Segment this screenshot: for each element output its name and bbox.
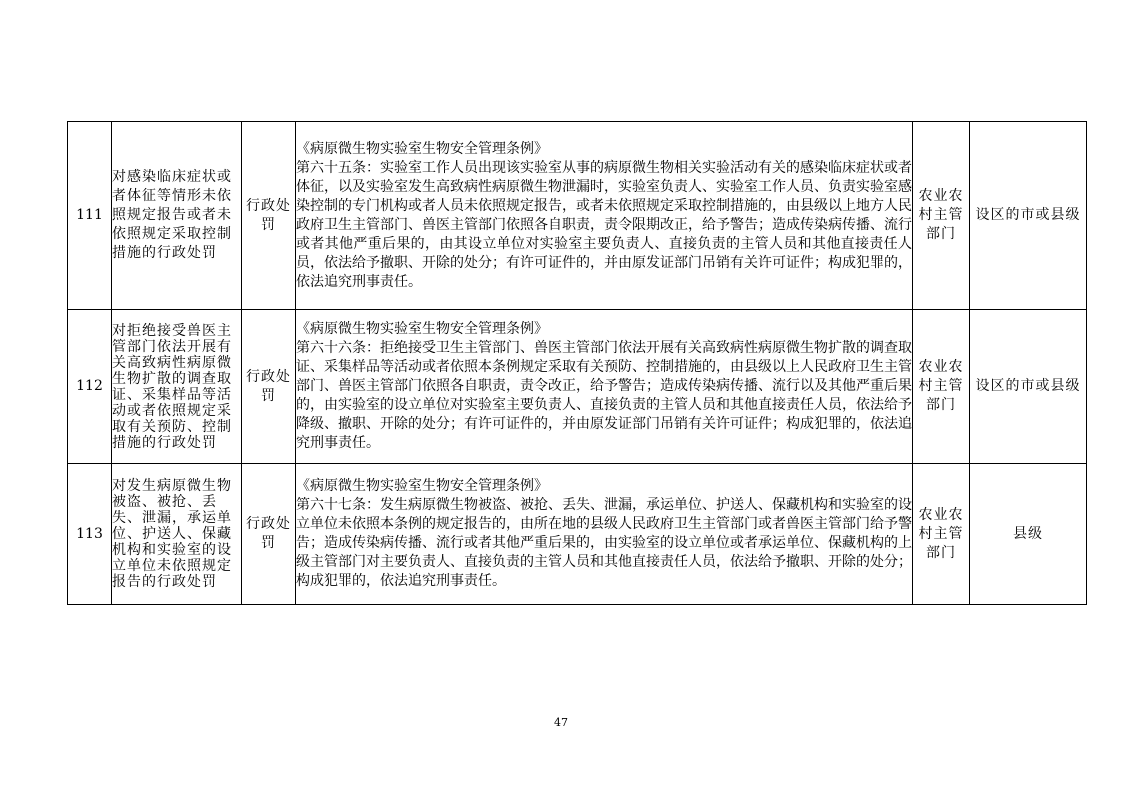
jurisdiction-level: 设区的市或县级 [970,122,1087,310]
responsible-department: 农业农村主管部门 [913,464,970,605]
jurisdiction-level: 设区的市或县级 [970,310,1087,464]
law-title: 《病原微生物实验室生物安全管理条例》 [296,321,548,337]
jurisdiction-level: 县级 [970,464,1087,605]
article-text: 第六十六条：拒绝接受卫生主管部门、兽医主管部门依法开展有关高致病性病原微生物扩散的调查取证、采集样品等活动或者依照本条例规定采取有关预防、控制措施的，由县级以上人民政府卫生主管部门、兽医主管部门依照各自职责，责令改正，给予警告；造成传染病传播、流行以及其他严重后果的，由实验室的设立单位对实验室主要负责人、直接负责的主管人员和其他直接责任人员，依法给予降级、撤职、开除的处分；有许可证件的，并由原发证部门吊销有关许可证件；构成犯罪的，依法追究刑事责任。 [296,340,912,451]
responsible-department: 农业农村主管部门 [913,310,970,464]
item-name: 对发生病原微生物被盗、被抢、丢失、泄漏，承运单位、护送人、保藏机构和实验室的设立单位未依照规定报告的行政处罚 [112,464,242,605]
law-title: 《病原微生物实验室生物安全管理条例》 [296,478,548,494]
item-number: 112 [68,310,112,464]
law-title: 《病原微生物实验室生物安全管理条例》 [296,140,548,157]
item-type: 行政处罚 [242,122,296,310]
table-row [68,464,1087,605]
article-text: 第六十五条：实验室工作人员出现该实验室从事的病原微生物相关实验活动有关的感染临床症状或者体征，以及实验室发生高致病性病原微生物泄漏时，实验室负责人、实验室工作人员、负责实验室感染控制的专门机构或者人员未依照规定报告，或者未依照规定采取控制措施的，由县级以上地方人民政府卫生主管部门、兽医主管部门依照各自职责，责令限期改正，给予警告；造成传染病传播、流行或者其他严重后果的，由其设立单位对实验室主要负责人、直接负责的主管人员和其他直接责任人员，依法给予撤职、开除的处分；有许可证件的，并由原发证部门吊销有关许可证件；构成犯罪的，依法追究刑事责任。 [296,159,912,290]
item-number: 113 [68,464,112,605]
item-name: 对拒绝接受兽医主管部门依法开展有关高致病性病原微生物扩散的调查取证、采集样品等活动或者依照规定采取有关预防、控制措施的行政处罚 [112,310,242,464]
item-type: 行政处罚 [242,464,296,605]
table-row [68,122,1087,310]
page-number: 47 [554,716,568,729]
item-number: 111 [68,122,112,310]
legal-basis [296,122,913,310]
article-text: 第六十七条：发生病原微生物被盗、被抢、丢失、泄漏，承运单位、护送人、保藏机构和实验室的设立单位未依照本条例的规定报告的，由所在地的县级人民政府卫生主管部门或者兽医主管部门给予警告；造成传染病传播、流行或者其他严重后果的，由实验室的设立单位或者承运单位、保藏机构的上级主管部门对主要负责人、直接负责的主管人员和其他直接责任人员，依法给予撤职、开除的处分；构成犯罪的，依法追究刑事责任。 [296,497,912,589]
table-row [68,310,1087,464]
responsible-department: 农业农村主管部门 [913,122,970,310]
legal-basis [296,464,913,605]
legal-basis [296,310,913,464]
regulation-table [67,121,1087,605]
item-type: 行政处罚 [242,310,296,464]
item-name: 对感染临床症状或者体征等情形未依照规定报告或者未依照规定采取控制措施的行政处罚 [112,122,242,310]
